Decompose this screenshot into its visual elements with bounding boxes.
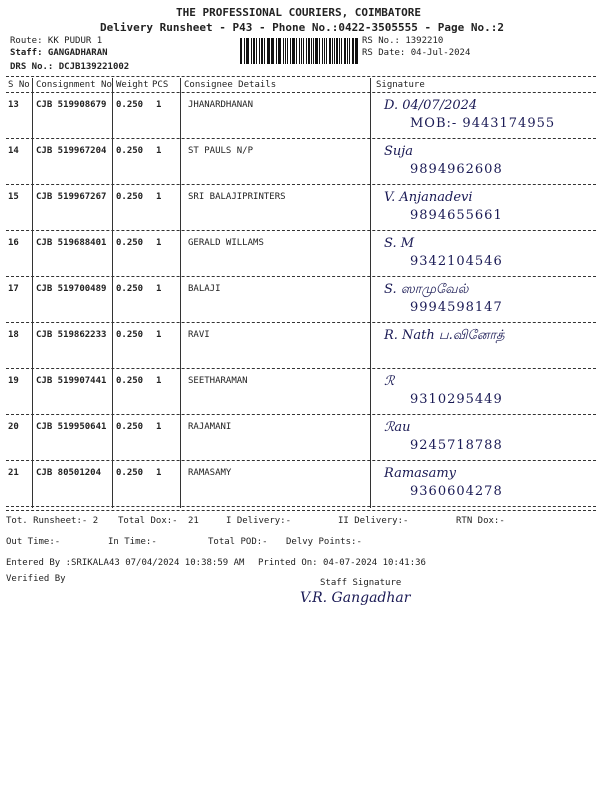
- row-consignment: CJB 519967267: [36, 192, 107, 202]
- footer-rule: [6, 510, 596, 511]
- row-consignment: CJB 519862233: [36, 330, 107, 340]
- barcode-bar: [341, 38, 342, 64]
- row-consignment: CJB 519908679: [36, 100, 107, 110]
- total-dox-label: Total Dox:-: [118, 516, 178, 526]
- barcode-bar: [287, 38, 289, 64]
- barcode-bar: [299, 38, 301, 64]
- row-rule: [6, 368, 596, 369]
- row-pcs: 1: [156, 146, 162, 156]
- row-consignment: CJB 519967204: [36, 146, 107, 156]
- row-consignee: GERALD WILLAMS: [188, 238, 264, 248]
- row-signature-phone: 9894962608: [410, 162, 503, 177]
- barcode-bar: [344, 38, 347, 64]
- barcode-bar: [319, 38, 320, 64]
- row-signature-name: ℛ: [384, 374, 395, 389]
- row-signature-phone: 9994598147: [410, 300, 503, 315]
- staff-label: Staff: GANGADHARAN: [10, 48, 108, 58]
- barcode-bar: [283, 38, 284, 64]
- row-sno: 16: [8, 238, 19, 248]
- row-rule: [6, 184, 596, 185]
- entered-by: Entered By :SRIKALA43 07/04/2024 10:38:59 AM: [6, 558, 245, 568]
- row-sno: 15: [8, 192, 19, 202]
- row-pcs: 1: [156, 330, 162, 340]
- col-divider: [112, 78, 113, 508]
- barcode-bar: [251, 38, 252, 64]
- barcode-bar: [355, 38, 356, 64]
- out-time: Out Time:-: [6, 537, 61, 547]
- row-weight: 0.250: [116, 146, 144, 156]
- barcode-bar: [315, 38, 318, 64]
- row-signature-name: D. 04/07/2024: [384, 98, 478, 113]
- row-signature-name: ℛau: [384, 420, 411, 435]
- row-rule: [6, 506, 596, 507]
- barcode-bar: [296, 38, 297, 64]
- total-pod: Total POD:-: [208, 537, 268, 547]
- row-consignee: BALAJI: [188, 284, 221, 294]
- row-consignee: JHANARDHANAN: [188, 100, 254, 110]
- barcode-bar: [326, 38, 327, 64]
- row-pcs: 1: [156, 284, 162, 294]
- barcode-bar: [334, 38, 335, 64]
- col-header-sno: S No: [8, 80, 30, 90]
- row-sno: 17: [8, 284, 19, 294]
- rtn-dox: RTN Dox:-: [456, 516, 505, 526]
- barcode-bar: [264, 38, 265, 64]
- barcode-bar: [356, 38, 358, 64]
- printed-on: Printed On: 04-07-2024 10:41:36: [258, 558, 426, 568]
- runsheet-title: Delivery Runsheet - P43 - Phone No.:0422-3505555 - Page No.:2: [100, 21, 504, 34]
- row-consignee: RAJAMANI: [188, 422, 232, 432]
- barcode-bar: [247, 38, 249, 64]
- rs-date: RS Date: 04-Jul-2024: [362, 48, 471, 58]
- barcode: [240, 38, 360, 64]
- row-sno: 20: [8, 422, 19, 432]
- row-consignee: SEETHARAMAN: [188, 376, 248, 386]
- col-header-signature: Signature: [376, 80, 425, 90]
- barcode-bar: [332, 38, 333, 64]
- row-weight: 0.250: [116, 376, 144, 386]
- in-time: In Time:-: [108, 537, 157, 547]
- row-weight: 0.250: [116, 284, 144, 294]
- barcode-bar: [308, 38, 310, 64]
- row-weight: 0.250: [116, 100, 144, 110]
- barcode-bar: [268, 38, 270, 64]
- row-weight: 0.250: [116, 238, 144, 248]
- row-signature-phone: 9894655661: [410, 208, 503, 223]
- row-consignment: CJB 80501204: [36, 468, 102, 478]
- row-pcs: 1: [156, 468, 162, 478]
- barcode-bar: [352, 38, 354, 64]
- barcode-bar: [276, 38, 277, 64]
- route-label: Route: KK PUDUR 1: [10, 36, 103, 46]
- barcode-bar: [347, 38, 348, 64]
- table-top-rule: [6, 76, 596, 77]
- barcode-bar: [311, 38, 312, 64]
- row-pcs: 1: [156, 192, 162, 202]
- barcode-bar: [267, 38, 268, 64]
- row-sno: 21: [8, 468, 19, 478]
- staff-signature-label: Staff Signature: [320, 578, 402, 588]
- row-signature-phone: MOB:- 9443174955: [410, 116, 556, 131]
- barcode-bar: [303, 38, 304, 64]
- col-header-consignee: Consignee Details: [184, 80, 277, 90]
- barcode-bar: [278, 38, 279, 64]
- row-rule: [6, 460, 596, 461]
- barcode-bar: [306, 38, 307, 64]
- barcode-bar: [292, 38, 295, 64]
- barcode-bar: [285, 38, 286, 64]
- row-signature-phone: 9245718788: [410, 438, 503, 453]
- row-signature-name: S. M: [384, 236, 415, 251]
- row-pcs: 1: [156, 376, 162, 386]
- row-consignee: SRI BALAJIPRINTERS: [188, 192, 286, 202]
- row-pcs: 1: [156, 100, 162, 110]
- barcode-bar: [246, 38, 247, 64]
- drs-number: DRS No.: DCJB139221002: [10, 62, 130, 72]
- barcode-bar: [271, 38, 274, 64]
- row-rule: [6, 322, 596, 323]
- col-divider: [180, 78, 181, 508]
- barcode-bar: [322, 38, 324, 64]
- row-weight: 0.250: [116, 192, 144, 202]
- barcode-bar: [336, 38, 338, 64]
- rs-number: RS No.: 1392210: [362, 36, 444, 46]
- ii-delivery: II Delivery:-: [338, 516, 409, 526]
- tot-runsheet: Tot. Runsheet:- 2: [6, 516, 99, 526]
- col-header-weight: Weight: [116, 80, 149, 90]
- row-rule: [6, 414, 596, 415]
- barcode-bar: [279, 38, 281, 64]
- row-signature-name: Ramasamy: [384, 466, 457, 481]
- company-title: THE PROFESSIONAL COURIERS, COIMBATORE: [176, 6, 422, 19]
- barcode-bar: [244, 38, 245, 64]
- barcode-bar: [301, 38, 302, 64]
- row-sno: 19: [8, 376, 19, 386]
- row-consignment: CJB 519688401: [36, 238, 107, 248]
- row-signature-name: R. Nath ப.வினோத்: [384, 328, 505, 343]
- row-sno: 13: [8, 100, 19, 110]
- barcode-bar: [240, 38, 242, 64]
- col-header-pcs: PCS: [152, 80, 169, 90]
- row-signature-phone: 9310295449: [410, 392, 503, 407]
- row-pcs: 1: [156, 238, 162, 248]
- header-rule: [6, 92, 596, 93]
- row-consignee: ST PAULS N/P: [188, 146, 254, 156]
- row-consignment: CJB 519950641: [36, 422, 107, 432]
- delvy-points: Delvy Points:-: [286, 537, 362, 547]
- row-signature-name: S. ஸாமுவேல்: [384, 282, 469, 297]
- barcode-bar: [313, 38, 314, 64]
- row-consignment: CJB 519700489: [36, 284, 107, 294]
- i-delivery: I Delivery:-: [226, 516, 292, 526]
- barcode-bar: [256, 38, 257, 64]
- row-rule: [6, 276, 596, 277]
- row-weight: 0.250: [116, 422, 144, 432]
- row-sno: 14: [8, 146, 19, 156]
- barcode-bar: [349, 38, 350, 64]
- col-header-consignment: Consignment No: [36, 80, 112, 90]
- row-weight: 0.250: [116, 468, 144, 478]
- barcode-bar: [259, 38, 260, 64]
- col-divider: [32, 78, 33, 508]
- barcode-bar: [290, 38, 291, 64]
- row-signature-phone: 9342104546: [410, 254, 503, 269]
- row-signature-name: Suja: [384, 144, 414, 159]
- row-rule: [6, 230, 596, 231]
- row-signature-phone: 9360604278: [410, 484, 503, 499]
- row-rule: [6, 138, 596, 139]
- barcode-bar: [261, 38, 263, 64]
- row-sno: 18: [8, 330, 19, 340]
- row-consignment: CJB 519907441: [36, 376, 107, 386]
- row-signature-name: V. Anjanadevi: [384, 190, 473, 205]
- row-pcs: 1: [156, 422, 162, 432]
- row-consignee: RAVI: [188, 330, 210, 340]
- barcode-bar: [329, 38, 331, 64]
- row-consignee: RAMASAMY: [188, 468, 232, 478]
- col-divider: [370, 78, 371, 508]
- barcode-bar: [324, 38, 325, 64]
- total-dox-value: 21: [188, 516, 199, 526]
- barcode-bar: [253, 38, 256, 64]
- barcode-bar: [339, 38, 340, 64]
- verified-by: Verified By: [6, 574, 66, 584]
- staff-handwritten-signature: V.R. Gangadhar: [300, 590, 411, 606]
- row-weight: 0.250: [116, 330, 144, 340]
